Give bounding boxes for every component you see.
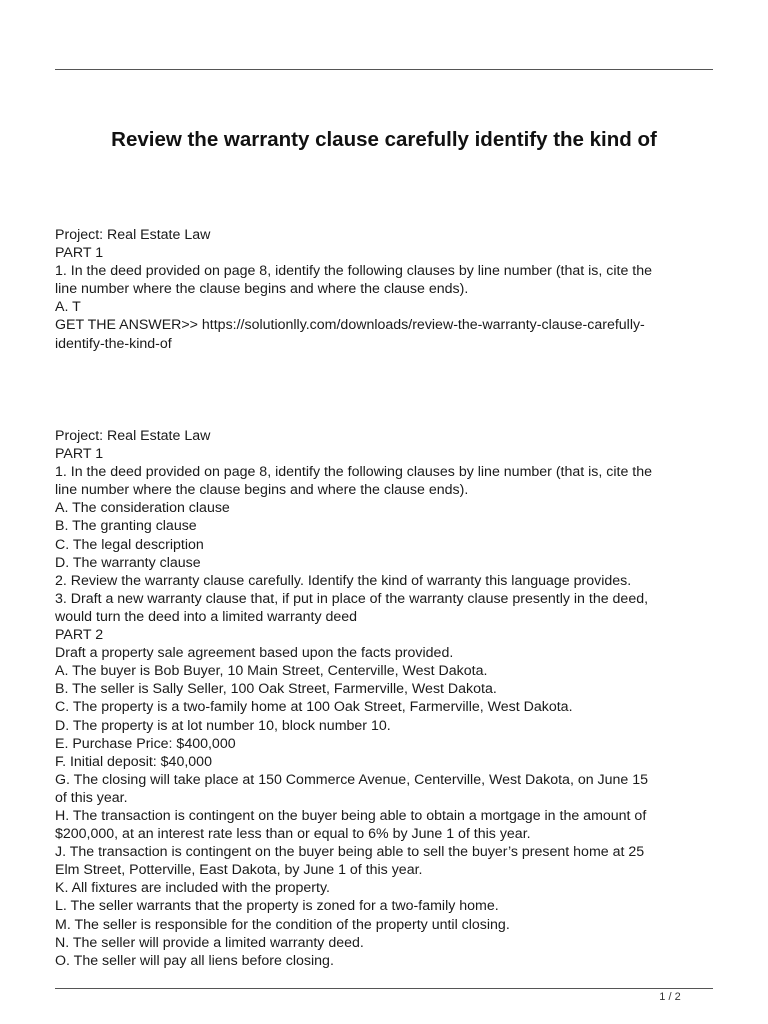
body-line: B. The seller is Sally Seller, 100 Oak Street, Farmerville, West Dakota. <box>55 681 497 698</box>
body-line: N. The seller will provide a limited warranty deed. <box>55 934 364 951</box>
page-indicator: 1 / 2 <box>659 991 681 1003</box>
body-line: A. The buyer is Bob Buyer, 10 Main Street, Centerville, West Dakota. <box>55 663 488 680</box>
teaser-line: Project: Real Estate Law <box>55 227 211 243</box>
document-title: Review the warranty clause carefully identify the kind of <box>111 128 657 151</box>
body-line: PART 1 <box>55 446 104 463</box>
body-line: H. The transaction is contingent on the buyer being able to obtain a mortgage in the amount of <box>55 807 647 824</box>
body-line: PART 2 <box>55 627 104 644</box>
body-line: Project: Real Estate Law <box>55 428 211 444</box>
body-line: 2. Review the warranty clause carefully. Identify the kind of warranty this language provides. <box>55 572 632 589</box>
body-section <box>55 427 715 970</box>
body-line: line number where the clause begins and where the clause ends). <box>55 482 469 499</box>
body-line: Elm Street, Potterville, East Dakota, by June 1 of this year. <box>55 862 423 879</box>
teaser-line: A. T <box>55 299 81 316</box>
body-line: 1. In the deed provided on page 8, identify the following clauses by line number (that is, cite the <box>55 464 653 481</box>
body-line: C. The legal description <box>55 536 204 553</box>
bottom-divider <box>55 988 713 989</box>
body-line: D. The warranty clause <box>55 554 201 571</box>
body-line: G. The closing will take place at 150 Commerce Avenue, Centerville, West Dakota, on June 15 <box>55 771 649 788</box>
teaser-line: 1. In the deed provided on page 8, identify the following clauses by line number (that is, cite the <box>55 263 653 280</box>
body-line: F. Initial deposit: $40,000 <box>55 753 212 770</box>
body-line: 3. Draft a new warranty clause that, if put in place of the warranty clause presently in the deed, <box>55 590 649 607</box>
body-line: L. The seller warrants that the property is zoned for a two-family home. <box>55 898 499 915</box>
body-line: $200,000, at an interest rate less than or equal to 6% by June 1 of this year. <box>55 826 531 843</box>
answer-link-continued[interactable]: identify-the-kind-of <box>55 335 172 352</box>
body-line: E. Purchase Price: $400,000 <box>55 735 236 752</box>
body-line: Draft a property sale agreement based upon the facts provided. <box>55 645 454 662</box>
body-line: M. The seller is responsible for the condition of the property until closing. <box>55 916 510 933</box>
body-line: A. The consideration clause <box>55 500 230 517</box>
body-line: J. The transaction is contingent on the buyer being able to sell the buyer’s present home at 25 <box>55 844 645 861</box>
body-line: of this year. <box>55 789 128 806</box>
body-line: D. The property is at lot number 10, block number 10. <box>55 717 391 734</box>
body-line: K. All fixtures are included with the property. <box>55 880 330 897</box>
body-line: B. The granting clause <box>55 518 197 535</box>
teaser-section <box>55 226 715 353</box>
body-line: would turn the deed into a limited warranty deed <box>55 608 358 625</box>
answer-link[interactable]: GET THE ANSWER>> https://solutionlly.com/downloads/review-the-warranty-clause-carefully- <box>55 317 645 334</box>
teaser-line: PART 1 <box>55 245 104 262</box>
body-line: C. The property is a two-family home at 100 Oak Street, Farmerville, West Dakota. <box>55 699 573 716</box>
body-line: O. The seller will pay all liens before closing. <box>55 952 334 969</box>
top-divider <box>55 69 713 70</box>
teaser-line: line number where the clause begins and where the clause ends). <box>55 281 469 298</box>
